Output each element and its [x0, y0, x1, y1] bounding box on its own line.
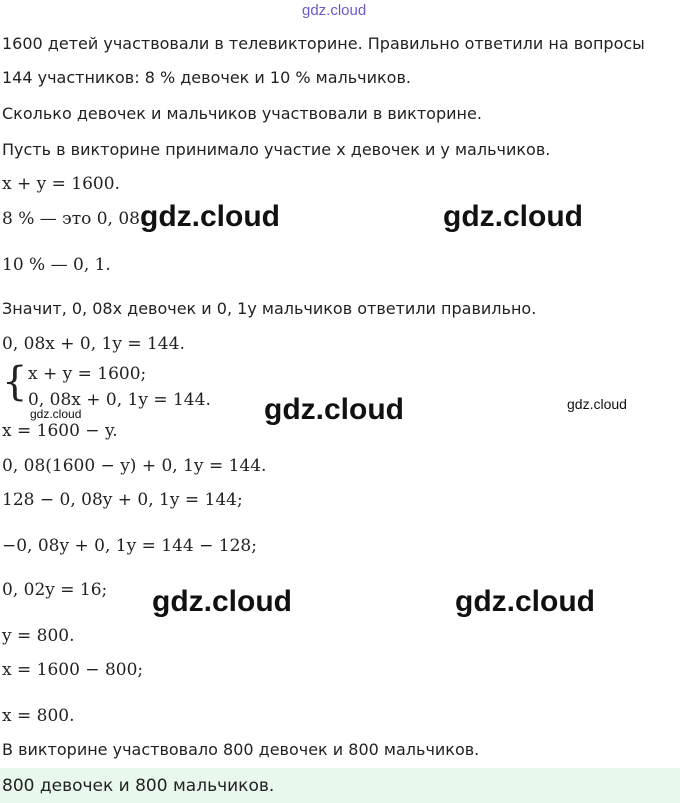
step-3: 0, 02y = 16;	[2, 580, 108, 600]
step-1: 128 − 0, 08y + 0, 1y = 144;	[2, 490, 243, 510]
watermark: gdz.cloud	[443, 200, 583, 233]
question-text: Сколько девочек и мальчиков участвовали в викторине.	[2, 104, 482, 123]
let-text: Пусть в викторине принимало участие x девочек и y мальчиков.	[2, 140, 551, 159]
watermark: gdz.cloud	[567, 396, 627, 412]
answer-text: 800 девочек и 800 мальчиков.	[2, 776, 275, 796]
x-expression: x = 1600 − y.	[2, 421, 118, 441]
system-brace: {	[2, 359, 28, 405]
equation-sum: x + y = 1600.	[2, 174, 120, 194]
step-2: −0, 08y + 0, 1y = 144 − 128;	[2, 536, 257, 556]
percent-8: 8 % — это 0, 08.	[2, 209, 146, 229]
percent-10: 10 % — 0, 1.	[2, 255, 111, 275]
watermark: gdz.cloud	[140, 200, 280, 233]
watermark-top: gdz.cloud	[302, 2, 367, 19]
substitution: 0, 08(1600 − y) + 0, 1y = 144.	[2, 456, 267, 476]
problem-text-2: 144 участников: 8 % девочек и 10 % мальчиков.	[2, 68, 411, 87]
x-calc: x = 1600 − 800;	[2, 660, 144, 680]
x-value: x = 800.	[2, 706, 75, 726]
system-equation-1: x + y = 1600;	[28, 364, 147, 384]
conclusion-text: В викторине участвовало 800 девочек и 800 мальчиков.	[2, 740, 480, 759]
watermark: gdz.cloud	[455, 585, 595, 618]
answer-box	[0, 768, 680, 803]
y-value: y = 800.	[2, 626, 75, 646]
problem-text-1: 1600 детей участвовали в телевикторине. Правильно ответили на вопросы	[2, 34, 645, 53]
watermark: gdz.cloud	[30, 407, 82, 421]
equation-correct: 0, 08x + 0, 1y = 144.	[2, 334, 185, 354]
system-equation-2: 0, 08x + 0, 1y = 144.	[28, 390, 211, 410]
means-text: Значит, 0, 08x девочек и 0, 1y мальчиков ответили правильно.	[2, 299, 537, 318]
watermark: gdz.cloud	[152, 585, 292, 618]
watermark: gdz.cloud	[264, 393, 404, 426]
